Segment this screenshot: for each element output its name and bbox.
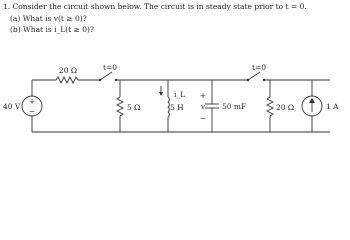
load-resistor-label: 20 Ω: [276, 103, 295, 112]
series-resistor: [56, 66, 80, 83]
voltage-source: [3, 80, 42, 132]
v-minus: −: [199, 114, 207, 123]
switch-2: [247, 63, 266, 81]
question-b: (b) What is i_L(t ≥ 0)?: [10, 25, 94, 34]
problem-statement: 1. Consider the circuit shown below. The circuit is in steady state prior to t = 0.: [3, 2, 307, 11]
inductor-current-label: i_L: [174, 90, 186, 99]
switch-1-label: t=0: [103, 63, 118, 72]
v-label: v: [200, 102, 206, 111]
shunt-resistor: [117, 80, 140, 132]
load-resistor: [267, 80, 294, 132]
switch-2-label: t=0: [252, 63, 267, 72]
source-voltage-label: 40 V: [3, 102, 21, 111]
source-plus: +: [28, 97, 36, 106]
shunt-resistor-label: 5 Ω: [127, 103, 141, 112]
inductor-label: 5 H: [170, 103, 184, 112]
arrow-up-icon: [309, 98, 315, 103]
inductor: [159, 80, 185, 132]
source-minus: −: [28, 107, 36, 116]
current-source-label: 1 A: [326, 102, 339, 111]
question-a: (a) What is v(t ≥ 0)?: [10, 14, 87, 23]
current-source: [302, 80, 339, 132]
current-arrow-icon: [159, 92, 163, 96]
v-plus: +: [199, 91, 207, 100]
capacitor: [200, 80, 246, 132]
capacitor-label: 50 mF: [222, 102, 247, 111]
series-resistor-label: 20 Ω: [58, 66, 78, 75]
switch-1: [99, 63, 117, 81]
